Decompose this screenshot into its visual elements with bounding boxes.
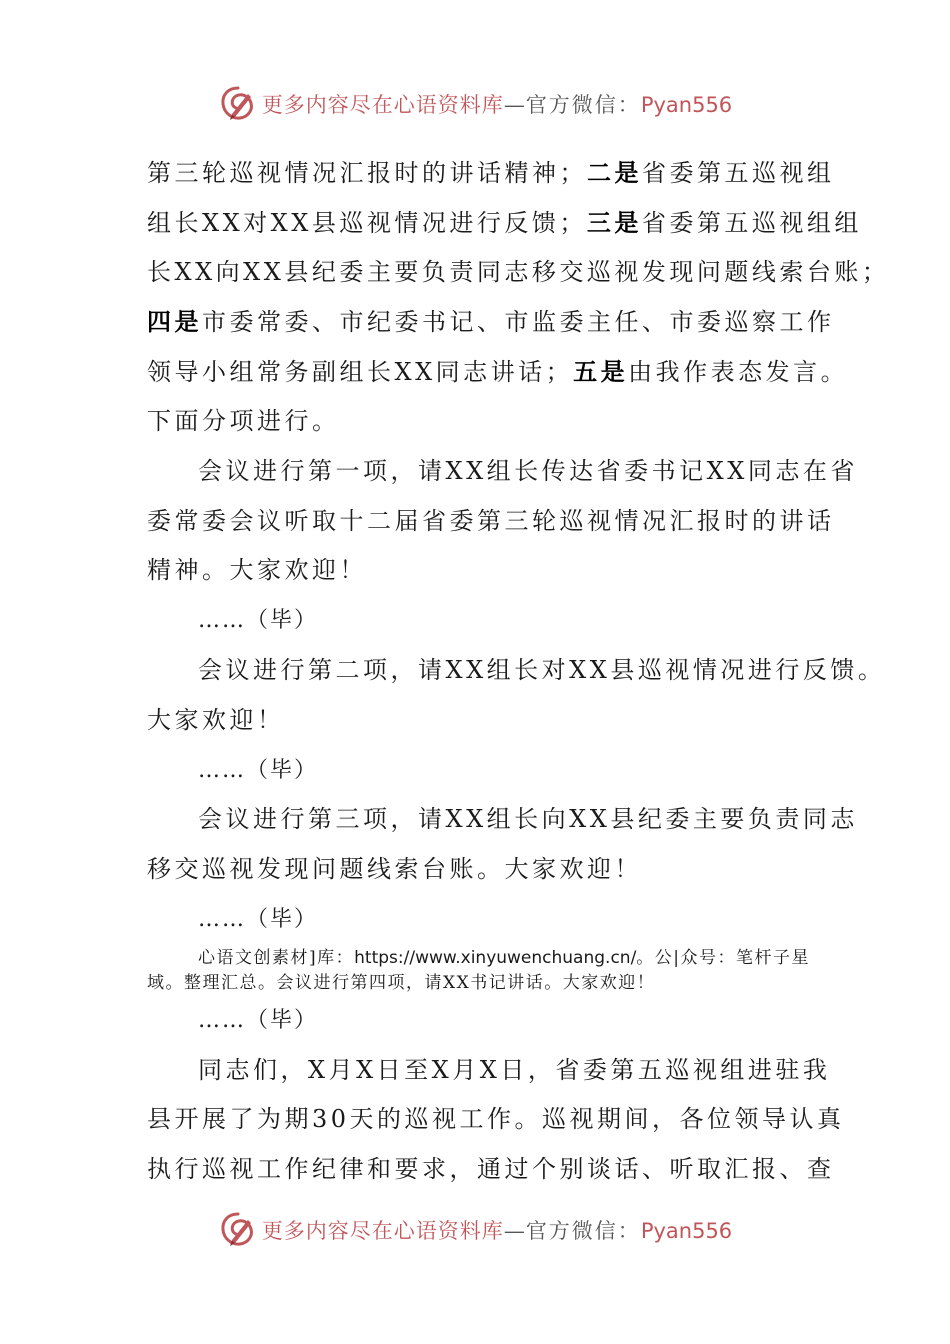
bold-marker: 二是 — [587, 158, 642, 187]
text-line: 精神。大家欢迎！ — [147, 556, 367, 585]
header-banner — [0, 82, 950, 126]
watermark-paragraph: 心语文创素材]库：https://www.xinyuwenchuang.cn/。公|众号：笔杆子星 域。整理汇总。会议进行第四项，请XX书记讲话。大家欢迎！ — [147, 947, 811, 993]
paragraph-start: 会议进行第二项，请XX组长对XX县巡视情况进行反馈。 — [198, 655, 886, 684]
banner-separator: — — [503, 1219, 526, 1243]
text-line: 委常委会议听取十二届省委第三轮巡视情况汇报时的讲话 — [147, 506, 835, 535]
paragraph-start: 会议进行第一项，请XX组长传达省委书记XX同志在省 — [198, 456, 858, 485]
banner-separator: — — [503, 93, 526, 117]
bold-marker: 三是 — [586, 207, 642, 237]
text-line: 组长XX对XX县巡视情况进行反馈；三是省委第五巡视组组 — [147, 207, 862, 237]
text-line: 县开展了为期30天的巡视工作。巡视期间，各位领导认真 — [147, 1105, 845, 1134]
end-marker: ……（毕） — [198, 906, 319, 932]
pen-swirl-logo-icon — [218, 1210, 258, 1250]
text-line: 执行巡视工作纪律和要求，通过个别谈话、听取汇报、查 — [147, 1155, 835, 1184]
banner-brand: 更多内容尽在心语资料库 — [261, 1219, 504, 1243]
end-marker: ……（毕） — [198, 757, 319, 783]
banner-wechat-label: 官方微信： — [525, 1219, 641, 1243]
text-line: 大家欢迎！ — [147, 705, 285, 734]
bold-marker: 四是 — [147, 307, 202, 337]
paragraph-start: 会议进行第三项，请XX组长向XX县纪委主要负责同志 — [198, 805, 858, 834]
end-marker: ……（毕） — [198, 608, 319, 634]
text-line: 长XX向XX县纪委主要负责同志移交巡视发现问题线索台账； — [147, 257, 890, 286]
bold-marker: 五是 — [573, 357, 629, 387]
footer-banner — [0, 1208, 950, 1252]
text-line: 四是市委常委、市纪委书记、市监委主任、市委巡察工作 — [147, 307, 835, 337]
banner-text — [262, 1215, 732, 1245]
text-line: 领导小组常务副组长XX同志讲话；五是由我作表态发言。 — [147, 357, 849, 387]
text-line: 第三轮巡视情况汇报时的讲话精神；二是省委第五巡视组 — [147, 158, 835, 187]
paragraph-start: 同志们，X月X日至X月X日，省委第五巡视组进驻我 — [198, 1055, 831, 1084]
banner-text — [262, 89, 732, 119]
text-line: 下面分项进行。 — [147, 406, 340, 435]
banner-wechat-id: Pyan556 — [640, 93, 733, 117]
banner-wechat-label: 官方微信： — [525, 93, 641, 117]
banner-wechat-id: Pyan556 — [640, 1219, 733, 1243]
pen-swirl-logo-icon — [218, 84, 258, 124]
source-url: https://www.xinyuwenchuang.cn/ — [354, 947, 637, 968]
banner-brand: 更多内容尽在心语资料库 — [261, 93, 504, 117]
end-marker: ……（毕） — [198, 1007, 319, 1033]
document-body — [147, 148, 890, 1195]
text-line: 移交巡视发现问题线索台账。大家欢迎！ — [147, 855, 642, 884]
